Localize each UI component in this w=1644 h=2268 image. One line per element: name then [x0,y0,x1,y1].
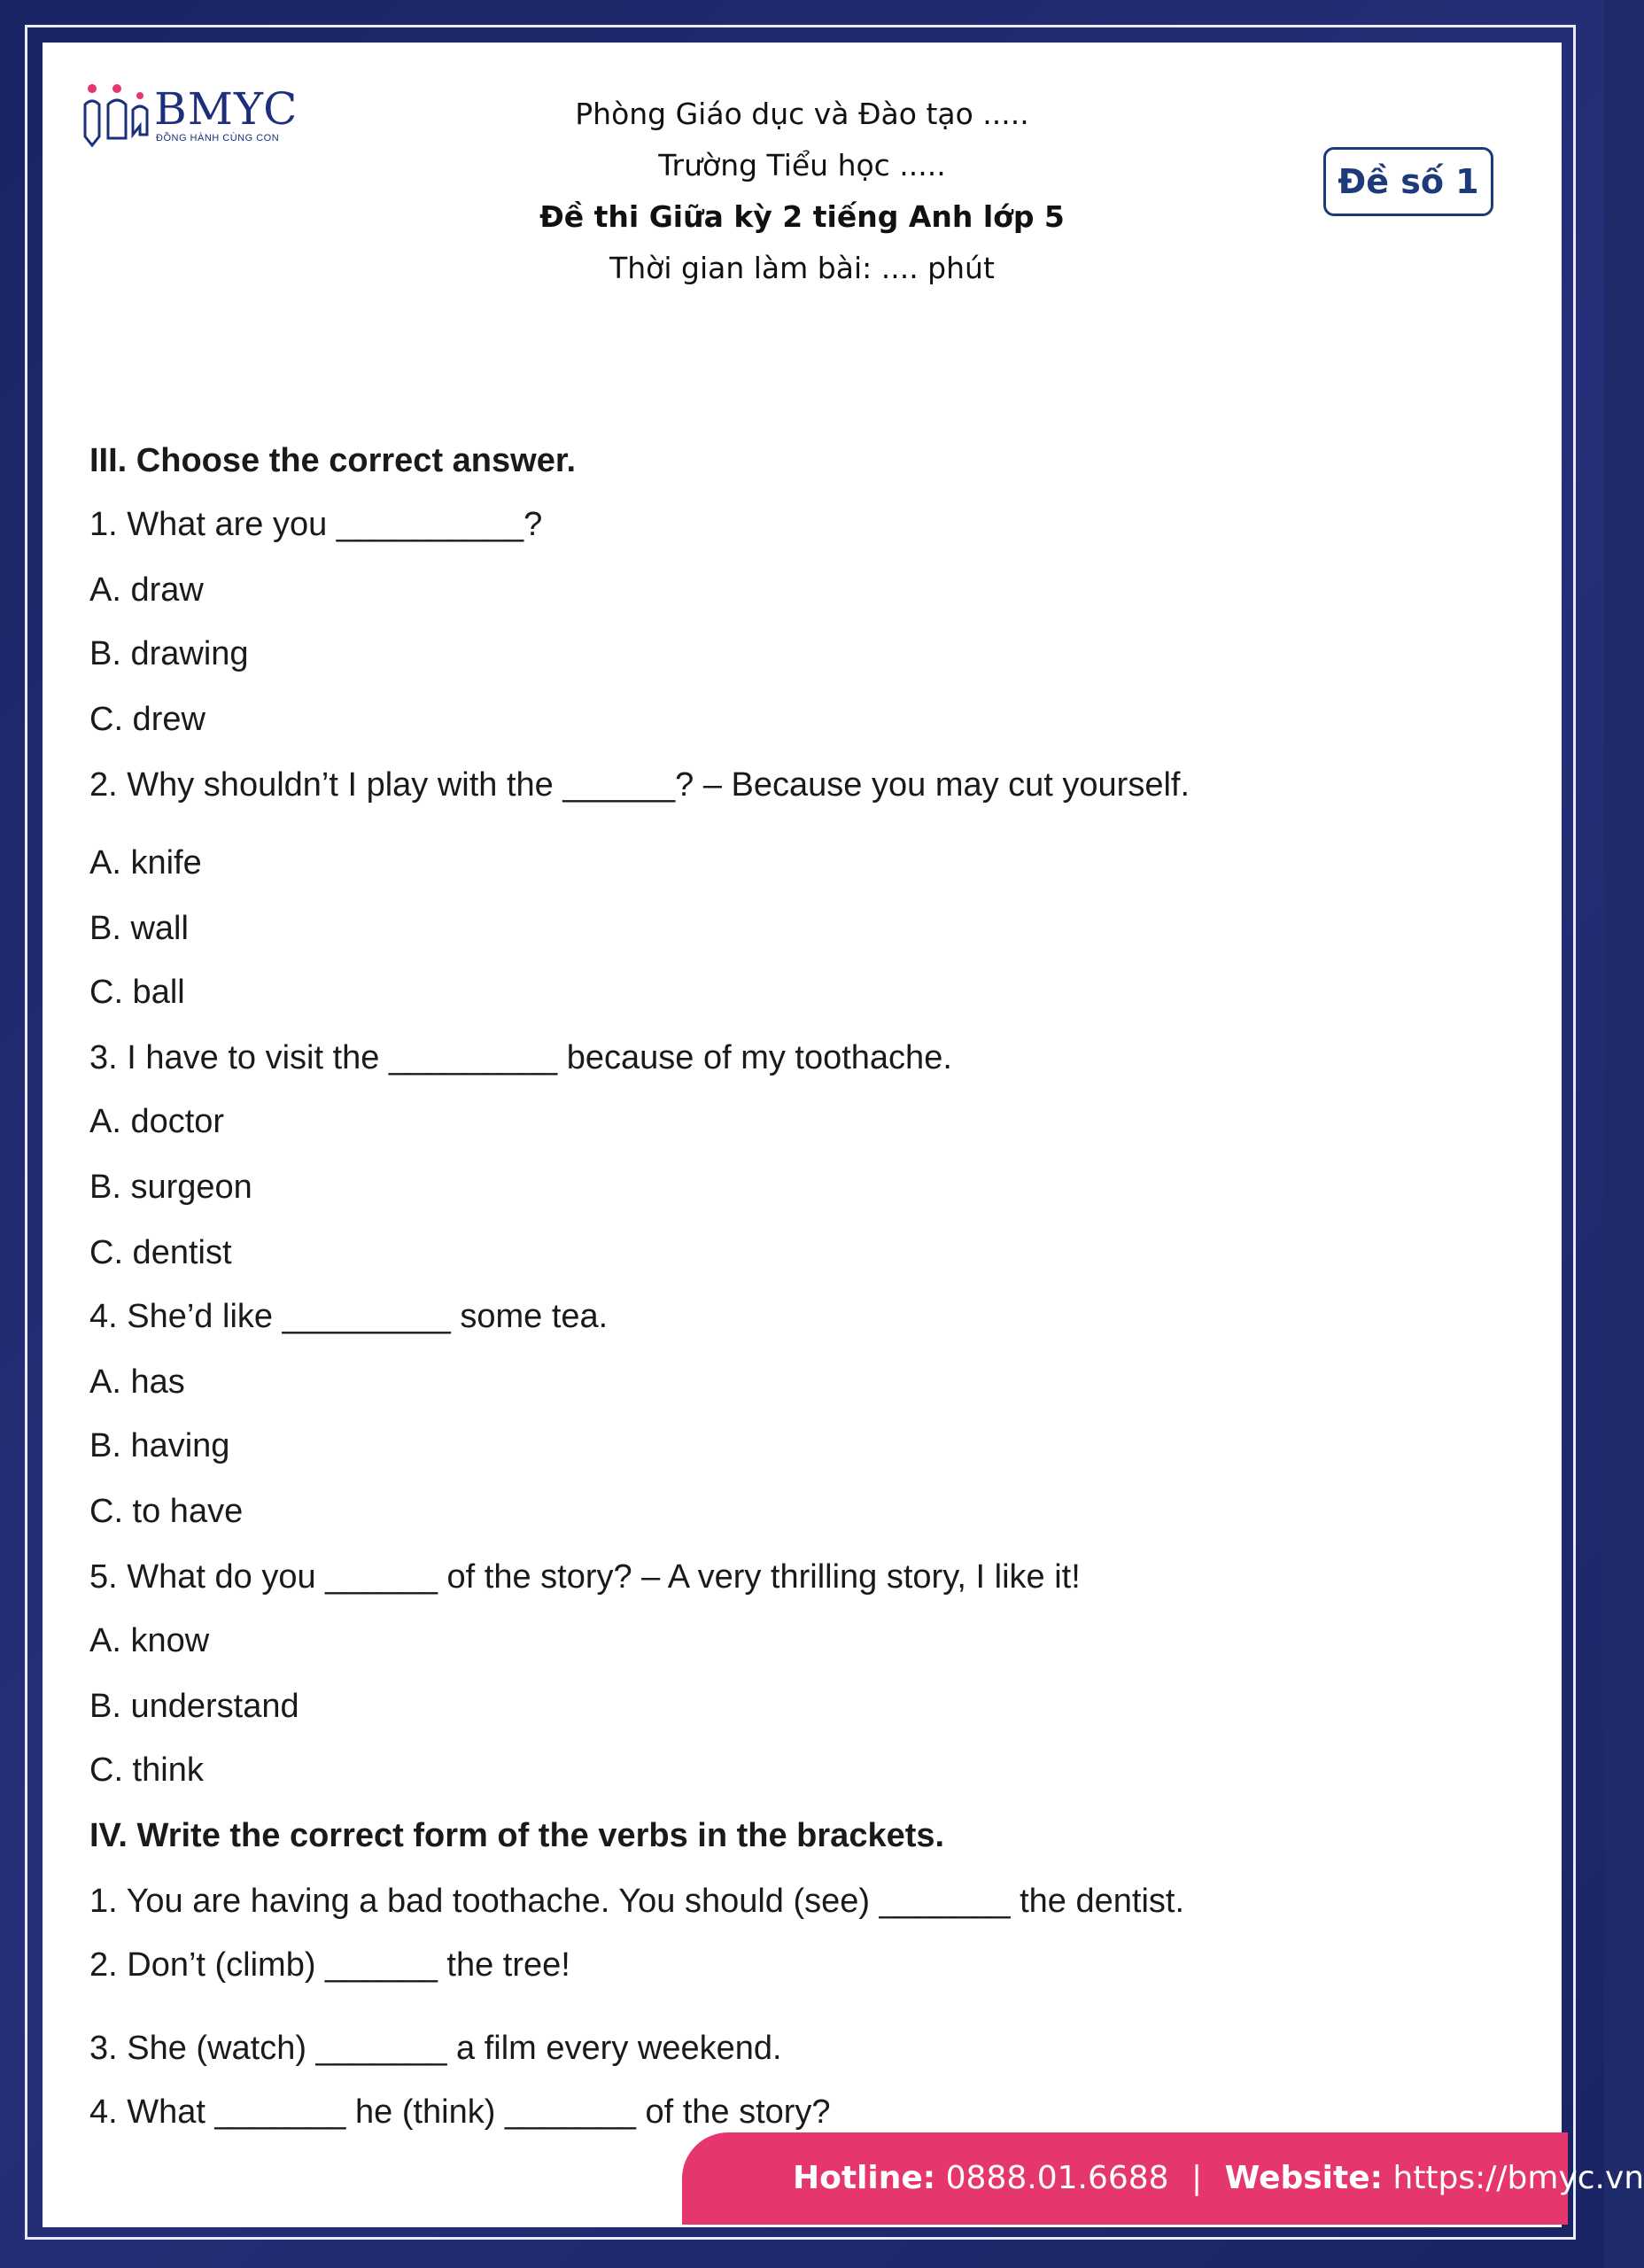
verb-item-4: 4. What _______ he (think) _______ of the story? [89,2093,831,2131]
footer-contact-bar [682,2132,1644,2225]
worksheet-page [43,43,1562,2227]
q3-option-b: B. surgeon [89,1169,252,1206]
q4-option-a: A. has [89,1363,185,1401]
exam-number-badge: Đề số 1 [1323,147,1493,216]
website-label: Website: [1224,2160,1384,2196]
verb-item-3: 3. She (watch) _______ a film every weekend. [89,2030,782,2067]
question-2: 2. Why shouldn’t I play with the ______? – Because you may cut yourself. [89,766,1190,804]
q5-option-b: B. understand [89,1688,299,1725]
q4-option-b: B. having [89,1427,230,1464]
header-duration: Thời gian làm bài: .... phút [609,251,995,285]
website-url: https://bmyc.vn [1392,2160,1644,2196]
q1-option-a: A. draw [89,571,204,609]
question-4: 4. She’d like _________ some tea. [89,1298,609,1335]
q2-option-c: C. ball [89,974,185,1011]
q2-option-a: A. knife [89,844,202,882]
section-4-title: IV. Write the correct form of the verbs in the brackets. [89,1817,945,1854]
section-3-title: III. Choose the correct answer. [89,442,577,479]
logo-tagline: ĐỒNG HÀNH CÙNG CON [156,133,280,144]
q5-option-a: A. know [89,1622,210,1659]
q4-option-c: C. to have [89,1493,244,1530]
q1-option-c: C. drew [89,701,206,738]
footer-text [793,2132,1644,2225]
question-3: 3. I have to visit the _________ because of my toothache. [89,1039,952,1076]
q3-option-c: C. dentist [89,1234,232,1271]
q2-option-b: B. wall [89,910,189,947]
q1-option-b: B. drawing [89,635,249,672]
verb-item-2: 2. Don’t (climb) ______ the tree! [89,1946,570,1984]
footer-separator: | [1191,2160,1203,2196]
header-department: Phòng Giáo dục và Đào tạo ..... [575,97,1029,131]
q5-option-c: C. think [89,1751,204,1789]
question-1: 1. What are you __________? [89,506,543,543]
hotline-number: 0888.01.6688 [945,2160,1169,2196]
header-school: Trường Tiểu học ..... [658,148,946,183]
q3-option-a: A. doctor [89,1103,225,1140]
hotline-label: Hotline: [793,2160,936,2196]
question-5: 5. What do you ______ of the story? – A very thrilling story, I like it! [89,1558,1081,1596]
header-exam-title: Đề thi Giữa kỳ 2 tiếng Anh lớp 5 [539,199,1065,234]
logo-wordmark: BMYC [154,83,299,135]
verb-item-1: 1. You are having a bad toothache. You should (see) _______ the dentist. [89,1883,1185,1920]
